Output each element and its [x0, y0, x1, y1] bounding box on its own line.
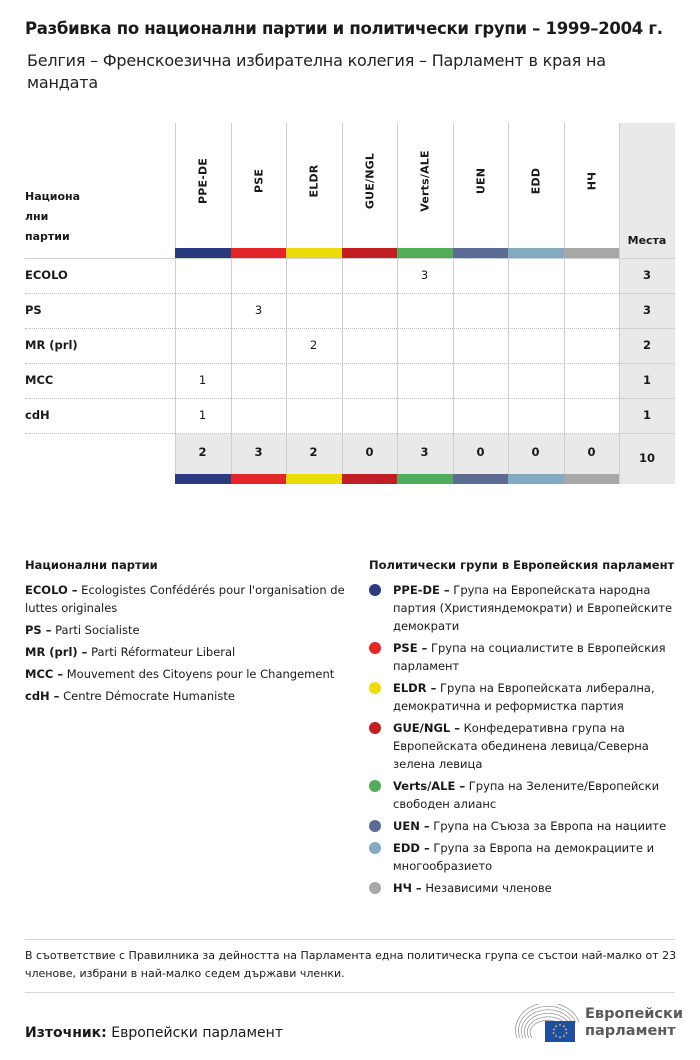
group-column-label: НЧ [585, 171, 598, 191]
group-color-dot-icon [369, 780, 381, 792]
group-color-dot-icon [369, 642, 381, 654]
logo-text-line: парламент [585, 1023, 676, 1039]
group-abbreviation: UEN – [393, 819, 430, 833]
group-column-label: UEN [474, 167, 487, 195]
group-total-cell: 3 [420, 445, 429, 459]
political-group-legend-item [369, 679, 679, 715]
group-column-label: Verts/ALE [418, 150, 431, 212]
political-group-legend-item [369, 879, 679, 897]
group-column-header [231, 123, 286, 248]
political-group-legend-item [369, 817, 679, 835]
group-color-dot-icon [369, 882, 381, 894]
source-value: Европейски парламент [106, 1025, 283, 1041]
row-divider [25, 328, 619, 329]
group-color-dot-icon [369, 584, 381, 596]
row-total-seats: 1 [642, 408, 651, 422]
group-column-header [453, 123, 508, 248]
political-group-legend-item [369, 639, 679, 675]
group-total-cell: 0 [365, 445, 374, 459]
group-color-bar [231, 474, 286, 484]
seat-value-cell: 3 [254, 303, 263, 317]
group-full-name: Независими членове [421, 881, 552, 895]
group-column-header [564, 123, 619, 248]
national-party-legend-item [25, 621, 345, 639]
seat-value-cell: 3 [420, 268, 429, 282]
group-total-cell: 3 [254, 445, 263, 459]
group-full-name: Група за Европа на демокрациите и многообразието [393, 841, 655, 873]
party-abbreviation: ECOLO – [25, 583, 78, 597]
group-color-bar [453, 248, 508, 258]
party-full-name: Parti Réformateur Liberal [87, 645, 236, 659]
group-column-header [342, 123, 397, 248]
parliament-hemicycle-icon [513, 1004, 583, 1044]
row-divider [25, 398, 619, 399]
group-full-name: Конфедеративна група на Европейската обединена левица/Северна зелена левица [393, 721, 649, 771]
party-row-label: PS [25, 303, 42, 317]
group-abbreviation: PPE-DE – [393, 583, 450, 597]
divider [25, 992, 675, 993]
group-full-name: Група на Зелените/Европейски свободен алианс [393, 779, 660, 811]
party-abbreviation: cdH – [25, 689, 60, 703]
group-column-header [508, 123, 563, 248]
group-column-label: ELDR [307, 164, 320, 198]
group-color-bar [342, 474, 397, 484]
group-column-label: PPE-DE [196, 157, 209, 205]
group-color-bar [286, 248, 342, 258]
group-total-cell: 2 [309, 445, 318, 459]
group-color-bar [397, 474, 453, 484]
group-total-cell: 0 [531, 445, 540, 459]
party-abbreviation: MCC – [25, 667, 64, 681]
group-abbreviation: НЧ – [393, 881, 422, 895]
row-divider [25, 363, 619, 364]
row-total-seats: 3 [642, 268, 651, 282]
political-group-legend-item [369, 719, 679, 773]
group-total-cell: 0 [476, 445, 485, 459]
group-color-bar [175, 248, 231, 258]
party-abbreviation: PS – [25, 623, 52, 637]
page-title: Разбивка по национални партии и политически групи – 1999–2004 г. [25, 19, 663, 38]
divider [25, 939, 675, 940]
national-party-legend-item [25, 665, 345, 683]
source-line [25, 1025, 283, 1041]
group-full-name: Група на Европейската либерална, демократична и реформистка партия [393, 681, 655, 713]
row-total-seats: 1 [642, 373, 651, 387]
group-color-dot-icon [369, 722, 381, 734]
political-group-legend-item [369, 777, 679, 813]
national-parties-legend-title: Национални партии [25, 558, 158, 572]
row-total-seats: 2 [642, 338, 651, 352]
group-color-bar [508, 474, 564, 484]
row-divider [619, 363, 675, 364]
party-full-name: Parti Socialiste [51, 623, 140, 637]
political-groups-legend [369, 558, 679, 901]
group-abbreviation: GUE/NGL – [393, 721, 460, 735]
group-color-bar [397, 248, 453, 258]
group-color-bar [175, 474, 231, 484]
header-divider [25, 258, 675, 259]
row-divider [25, 293, 619, 294]
party-full-name: Mouvement des Citoyens pour le Changement [63, 667, 335, 681]
row-total-seats: 3 [642, 303, 651, 317]
group-color-bar [564, 248, 619, 258]
seats-column-header: Места [627, 234, 667, 247]
group-total-cell: 2 [198, 445, 207, 459]
national-party-legend-item [25, 581, 345, 617]
party-abbreviation: MR (prl) – [25, 645, 88, 659]
group-column-label: EDD [529, 167, 542, 195]
party-row-label: ECOLO [25, 268, 68, 282]
political-groups-legend-title: Политически групи в Европейския парламент [369, 558, 675, 572]
footnote: В съответствие с Правилника за дейността на Парламента една политическа група се състои най-малко от 23 членове, избрани в най-малко седем държави членки. [25, 949, 677, 980]
group-color-dot-icon [369, 820, 381, 832]
european-parliament-logo [513, 1004, 684, 1044]
group-column-header [286, 123, 341, 248]
group-abbreviation: PSE – [393, 641, 428, 655]
row-divider [25, 433, 619, 434]
party-header-line: Национа [25, 190, 81, 203]
party-row-label: MCC [25, 373, 54, 387]
national-party-legend-item [25, 687, 345, 705]
group-column-label: PSE [252, 168, 265, 194]
grand-total-seats: 10 [638, 451, 655, 465]
row-divider [619, 433, 675, 434]
group-column-header [397, 123, 452, 248]
group-abbreviation: EDD – [393, 841, 430, 855]
national-party-legend-item [25, 643, 345, 661]
row-divider [619, 328, 675, 329]
group-color-bar [453, 474, 508, 484]
group-color-bar [286, 474, 342, 484]
group-column-header [175, 123, 230, 248]
logo-text [585, 1006, 683, 1040]
group-color-dot-icon [369, 842, 381, 854]
seats-table [25, 123, 675, 485]
political-group-legend-item [369, 581, 679, 635]
group-full-name: Група на социалистите в Европейския парламент [393, 641, 666, 673]
national-parties-legend [25, 558, 345, 709]
party-full-name: Centre Démocrate Humaniste [59, 689, 235, 703]
group-abbreviation: ELDR – [393, 681, 437, 695]
seat-value-cell: 2 [309, 338, 318, 352]
seat-value-cell: 1 [198, 408, 207, 422]
party-header-line: лни [25, 210, 49, 223]
logo-text-line: Европейски [585, 1006, 684, 1022]
group-color-bar [342, 248, 397, 258]
party-column-header [25, 187, 80, 247]
group-total-cell: 0 [587, 445, 596, 459]
party-header-line: партии [25, 230, 70, 243]
source-label: Източник: [25, 1025, 107, 1041]
page-subtitle: Белгия – Френскоезична избирателна колегия – Парламент в края на мандата [27, 51, 606, 92]
group-color-bar [508, 248, 564, 258]
group-full-name: Група на Съюза за Европа на нациите [429, 819, 667, 833]
group-abbreviation: Verts/ALE – [393, 779, 466, 793]
political-group-legend-item [369, 839, 679, 875]
group-column-label: GUE/NGL [363, 152, 376, 210]
row-divider [619, 398, 675, 399]
group-full-name: Група на Европейската народна партия (Християндемократи) и Европейските демократи [393, 583, 673, 633]
party-row-label: MR (prl) [25, 338, 78, 352]
row-divider [619, 293, 675, 294]
group-color-bar [564, 474, 619, 484]
group-color-bar [231, 248, 286, 258]
party-full-name: Ecologistes Confédérés pour l'organisation de luttes originales [25, 583, 345, 615]
group-color-dot-icon [369, 682, 381, 694]
seat-value-cell: 1 [198, 373, 207, 387]
party-row-label: cdH [25, 408, 50, 422]
